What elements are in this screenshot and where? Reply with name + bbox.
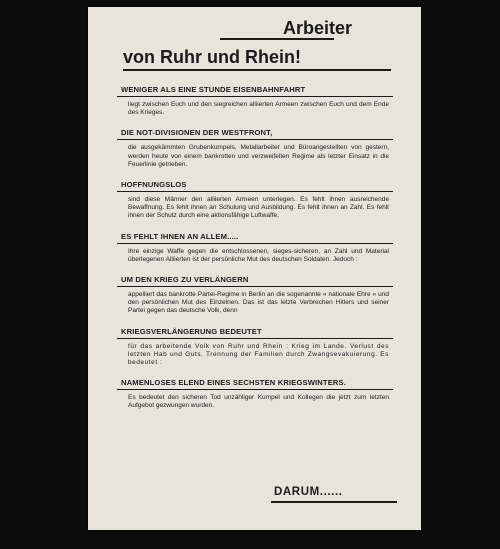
section-text: sind diese Männer den alliierten Armeen unterlegen. Es fehlt ihnen ausreichende Bewaffnung. Es fehlt ihnen an Schulung und Ausbildung. Es fehlt ihnen an Zahl. Es fehlt ihnen der Schutz durch eine aktionsfähige Luftwaffe.	[128, 196, 389, 220]
section-heading: ES FEHLT IHNEN AN ALLEM.....	[121, 231, 239, 241]
section-text: die ausgekämmten Grubenkumpels, Metallarbeiter und Büroangestellten von gestern, werden heute von einem bankrotten und verzweifelten Regime als letzter Einsatz in die Feuerlinie getrieben.	[128, 144, 389, 168]
section-rule	[117, 243, 393, 244]
section-rule	[117, 338, 393, 339]
section-heading: UM DEN KRIEG ZU VERLÄNGERN	[121, 275, 249, 285]
section-2	[117, 128, 407, 169]
section-6	[117, 327, 407, 368]
section-rule	[117, 96, 393, 97]
section-1	[117, 85, 407, 117]
section-7	[117, 378, 407, 410]
section-heading: WENIGER ALS EINE STUNDE EISENBAHNFAHRT	[121, 85, 306, 94]
closing-text: DARUM......	[274, 486, 343, 498]
leaflet-sheet	[88, 7, 421, 530]
section-text: liegt zwischen Euch und den siegreichen alliierten Armeen zwischen Euch und dem Ende des Krieges.	[128, 101, 389, 117]
section-heading: HOFFNUNGSLOS	[121, 180, 187, 190]
section-rule	[117, 139, 393, 140]
section-3	[117, 180, 407, 221]
section-5	[117, 275, 407, 316]
section-rule	[117, 191, 393, 192]
section-rule	[117, 389, 393, 390]
section-text: appelliert das bankrotte Partei-Regime in Berlin an die sogenannte « nationale Ehre » und den persönlichen Mut des Einzelnen. Das ist das letzte Verbrechen Hitlers und seiner Partei gegen das deutsche Volk, denn	[128, 291, 389, 315]
title-underline-2	[123, 69, 391, 71]
title-line-1: Arbeiter	[282, 18, 352, 38]
section-heading: DIE NOT-DIVISIONEN DER WESTFRONT,	[121, 128, 273, 138]
section-text: Ihre einzige Waffe gegen die entschlossenen, sieges-sicheren, an Zahl und Material überlegenen Alliierten ist der persönliche Mut des deutschen Soldaten. Jedoch :	[128, 247, 389, 263]
title-line-2: von Ruhr und Rhein!	[123, 47, 301, 67]
section-text: für das arbeitende Volk von Ruhr und Rhein : Krieg im Lande. Verlust des letzten Hab und Guts. Trennung der Familien durch Zwangsevakuierung. Es bedeutet :	[128, 342, 389, 367]
section-rule	[117, 286, 393, 287]
section-4	[117, 232, 407, 264]
section-text: Es bedeutet den sicheren Tod unzähliger Kumpel und Kollegen die jetzt zum letzten Aufgebot gezwungen wurden.	[128, 394, 389, 410]
section-heading: KRIEGSVERLÄNGERUNG BEDEUTET	[121, 326, 262, 336]
section-heading: NAMENLOSES ELEND EINES SECHSTEN KRIEGSWINTERS.	[121, 378, 347, 388]
closing-underline	[271, 501, 397, 503]
